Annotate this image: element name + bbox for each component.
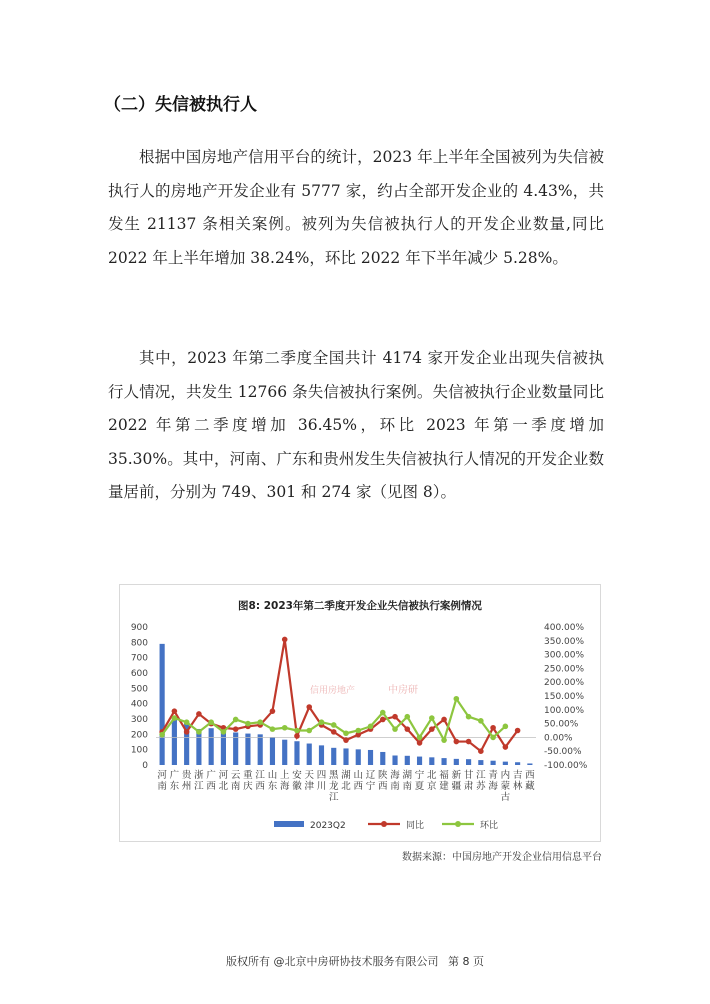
left-axis-tick: 300 <box>130 715 148 725</box>
point-qoq <box>454 696 460 702</box>
bar-2023q2 <box>515 762 520 765</box>
x-axis-label: 贵州 <box>181 770 192 792</box>
point-qoq <box>441 737 447 743</box>
point-qoq <box>306 728 312 734</box>
point-qoq <box>392 726 398 732</box>
point-qoq <box>490 735 496 741</box>
left-axis-tick: 100 <box>130 745 148 756</box>
right-axis-tick: -100.00% <box>544 761 588 771</box>
bar-2023q2 <box>368 750 373 765</box>
left-axis-tick: 900 <box>130 623 148 633</box>
point-yoy <box>233 726 239 732</box>
legend-marker-qoq <box>455 821 461 827</box>
x-axis-label: 河南 <box>157 770 167 792</box>
bar-2023q2 <box>307 744 312 765</box>
x-axis-label: 辽宁 <box>365 770 376 792</box>
footer-page-number: 第 8 页 <box>448 955 484 968</box>
bar-2023q2 <box>245 734 250 765</box>
point-qoq <box>429 715 435 721</box>
bar-2023q2 <box>417 757 422 765</box>
point-qoq <box>233 717 239 723</box>
bar-2023q2 <box>343 748 348 765</box>
point-qoq <box>343 730 349 736</box>
right-axis-tick: 250.00% <box>544 664 585 675</box>
point-qoq <box>184 719 190 725</box>
point-yoy <box>417 740 423 746</box>
x-axis-label: 山东 <box>267 770 278 792</box>
point-qoq <box>221 729 227 735</box>
bar-2023q2 <box>454 759 459 765</box>
x-axis-label: 湖北 <box>341 770 351 792</box>
paragraph-2: 其中，2023 年第二季度全国共计 4174 家开发企业出现失信被执行人情况，共发生 12766 条失信被执行案例。失信被执行企业数量同比 2022 年第二季度增加 36.45%，环比 2023 年第一季度增加 35.30%。其中，河南、广东和贵州发生失信被执行人情况的开发企业数量居前，分别为 749、301 和 274 家（见图 8）。 <box>108 349 604 501</box>
point-qoq <box>503 724 509 730</box>
left-axis-tick: 600 <box>130 669 148 679</box>
watermark-left: 信用房地产 <box>310 686 356 696</box>
point-qoq <box>466 714 472 720</box>
x-axis-label: 新疆 <box>451 770 462 792</box>
x-axis-label: 福建 <box>439 770 449 792</box>
x-axis-label: 四川 <box>316 770 327 792</box>
left-axis-tick: 0 <box>142 761 148 771</box>
point-yoy <box>196 711 202 717</box>
bar-2023q2 <box>503 762 508 765</box>
point-yoy <box>184 729 190 735</box>
x-axis-label: 山西 <box>353 770 364 792</box>
point-yoy <box>441 717 447 723</box>
bar-2023q2 <box>294 741 299 765</box>
right-axis-tick: 50.00% <box>544 719 579 730</box>
bar-2023q2 <box>491 761 496 765</box>
left-axis-tick: 800 <box>130 638 148 649</box>
x-axis-label: 宁夏 <box>414 770 425 792</box>
point-yoy <box>270 708 276 714</box>
chart-figure-8 <box>119 584 601 842</box>
legend-label-yoy: 同比 <box>406 821 425 831</box>
point-qoq <box>331 722 337 728</box>
right-axis-tick: 0.00% <box>544 733 573 744</box>
right-axis-tick: 300.00% <box>544 650 585 661</box>
left-axis-tick: 200 <box>130 730 148 741</box>
point-yoy <box>172 708 178 714</box>
bar-2023q2 <box>209 728 214 765</box>
bar-2023q2 <box>282 740 287 765</box>
point-qoq <box>196 729 202 735</box>
point-qoq <box>294 728 300 734</box>
x-axis-label: 重庆 <box>243 770 253 792</box>
point-yoy <box>282 637 288 643</box>
x-axis-label: 浙江 <box>194 770 204 792</box>
point-yoy <box>343 737 349 743</box>
point-yoy <box>392 714 398 720</box>
x-axis-label: 黑龙江 <box>328 770 339 803</box>
point-yoy <box>515 728 521 734</box>
point-qoq <box>319 719 325 725</box>
x-axis-label: 海南 <box>390 770 400 792</box>
x-axis-label: 江西 <box>255 770 265 792</box>
point-yoy <box>306 704 312 710</box>
bar-2023q2 <box>160 644 165 765</box>
point-yoy <box>331 729 337 735</box>
bar-2023q2 <box>392 755 397 765</box>
x-axis-label: 湖南 <box>402 770 413 792</box>
x-axis-label: 北京 <box>427 770 437 792</box>
x-axis-label: 甘肃 <box>463 770 474 792</box>
point-yoy <box>478 748 484 754</box>
point-yoy <box>404 726 410 732</box>
bar-2023q2 <box>270 737 275 765</box>
point-qoq <box>355 728 361 734</box>
footer-copyright: 版权所有 @北京中房研协技术服务有限公司 <box>226 955 439 968</box>
point-yoy <box>294 733 300 739</box>
point-qoq <box>208 719 214 725</box>
legend-label-bar: 2023Q2 <box>310 821 346 831</box>
point-qoq <box>368 724 374 730</box>
x-axis-label: 广东 <box>169 770 180 792</box>
left-axis-tick: 700 <box>130 653 148 664</box>
bar-2023q2 <box>331 748 336 765</box>
left-axis-tick: 400 <box>130 699 148 710</box>
legend-marker-yoy <box>381 821 387 827</box>
point-yoy <box>380 717 386 723</box>
bar-2023q2 <box>478 760 483 765</box>
x-axis-label: 安徽 <box>292 770 302 792</box>
right-axis-tick: 400.00% <box>544 623 585 633</box>
x-axis-label: 广西 <box>206 770 216 792</box>
bar-2023q2 <box>380 752 385 765</box>
point-qoq <box>159 732 165 738</box>
x-axis-label: 吉林 <box>512 770 523 792</box>
point-qoq <box>404 714 410 720</box>
x-axis-label: 西藏 <box>525 770 535 792</box>
point-qoq <box>172 715 178 721</box>
point-yoy <box>490 725 496 731</box>
source-note: 数据来源：中国房地产开发企业信用信息平台 <box>402 852 602 863</box>
point-qoq <box>270 726 276 732</box>
x-axis-label: 陕西 <box>378 770 388 792</box>
chart-svg <box>120 585 600 841</box>
page-footer <box>0 953 710 969</box>
x-axis-label: 上海 <box>279 770 290 792</box>
bar-2023q2 <box>319 745 324 765</box>
point-yoy <box>429 726 435 732</box>
point-yoy <box>503 744 509 750</box>
legend-swatch-bar <box>274 821 304 827</box>
bar-2023q2 <box>429 757 434 765</box>
right-axis-tick: 150.00% <box>544 692 585 702</box>
legend-label-qoq: 环比 <box>480 821 499 831</box>
bar-2023q2 <box>172 719 177 765</box>
bar-2023q2 <box>258 734 263 765</box>
point-qoq <box>245 721 251 727</box>
x-axis-label: 内蒙古 <box>500 770 511 803</box>
point-yoy <box>454 739 460 745</box>
right-axis-tick: 200.00% <box>544 678 585 689</box>
right-axis-tick: 100.00% <box>544 705 585 716</box>
x-axis-label: 江苏 <box>476 770 486 792</box>
point-qoq <box>282 725 288 731</box>
x-axis-label: 河北 <box>218 770 229 792</box>
left-axis-tick: 500 <box>130 684 148 695</box>
bar-2023q2 <box>466 759 471 765</box>
bar-2023q2 <box>221 731 226 766</box>
bar-2023q2 <box>527 763 532 765</box>
point-qoq <box>257 719 263 725</box>
x-axis-label: 云南 <box>230 770 241 792</box>
point-yoy <box>466 739 472 745</box>
chart-title: 图8: 2023年第二季度开发企业失信被执行案例情况 <box>238 600 482 612</box>
watermark-right: 中房研 <box>388 685 418 696</box>
section-heading: （二）失信被执行人 <box>104 95 257 115</box>
bar-2023q2 <box>356 749 361 765</box>
point-qoq <box>417 735 423 741</box>
right-axis-tick: 350.00% <box>544 636 585 647</box>
point-qoq <box>380 710 386 716</box>
point-qoq <box>478 718 484 724</box>
x-axis-label: 青海 <box>488 770 498 792</box>
paragraph-1: 根据中国房地产信用平台的统计，2023 年上半年全国被列为失信被执行人的房地产开发企业有 5777 家，约占全部开发企业的 4.43%，共发生 21137 条相关案例。被列为失信被执行人的开发企业数量,同比 2022 年上半年增加 38.24%，环比 2022 年下半年减少 5.28%。 <box>108 148 604 267</box>
right-axis-tick: -50.00% <box>544 747 582 758</box>
bar-2023q2 <box>441 758 446 765</box>
bar-2023q2 <box>405 756 410 765</box>
x-axis-label: 天津 <box>304 770 314 792</box>
